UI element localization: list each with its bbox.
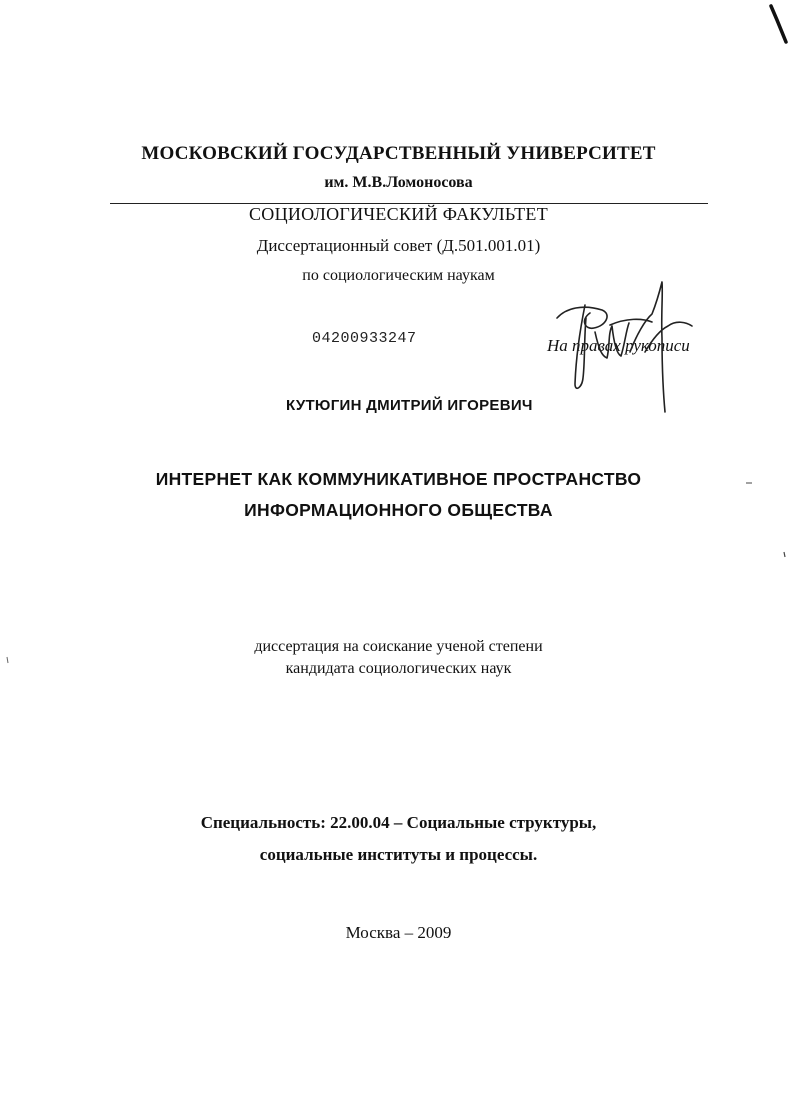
registration-code: 04200933247 bbox=[312, 330, 417, 347]
degree-line2: кандидата социологических наук bbox=[285, 660, 512, 677]
specialty-line1: Специальность: 22.00.04 – Социальные структуры, bbox=[200, 813, 597, 832]
scan-mark-icon bbox=[771, 6, 786, 42]
signature-icon bbox=[557, 282, 692, 412]
speck-icon bbox=[784, 552, 785, 557]
dissertation-title-line1: ИНТЕРНЕТ КАК КОММУНИКАТИВНОЕ ПРОСТРАНСТВО bbox=[155, 469, 642, 489]
degree-line1: диссертация на соискание ученой степени bbox=[254, 638, 543, 655]
author-name: КУТЮГИН ДМИТРИЙ ИГОРЕВИЧ bbox=[286, 397, 533, 414]
university-name: МОСКОВСКИЙ ГОСУДАРСТВЕННЫЙ УНИВЕРСИТЕТ bbox=[141, 143, 656, 164]
place-year: Москва – 2009 bbox=[345, 923, 452, 942]
council-field: по социологическим наукам bbox=[302, 267, 495, 284]
faculty-name: СОЦИОЛОГИЧЕСКИЙ ФАКУЛЬТЕТ bbox=[248, 204, 549, 224]
dissertation-title-line2: ИНФОРМАЦИОННОГО ОБЩЕСТВА bbox=[244, 500, 553, 520]
dissertation-council: Диссертационный совет (Д.501.001.01) bbox=[256, 236, 541, 255]
university-honorific: им. М.В.Ломоносова bbox=[324, 174, 473, 191]
specialty-line2: социальные институты и процессы. bbox=[259, 845, 538, 864]
manuscript-note: На правах рукописи bbox=[547, 336, 690, 355]
